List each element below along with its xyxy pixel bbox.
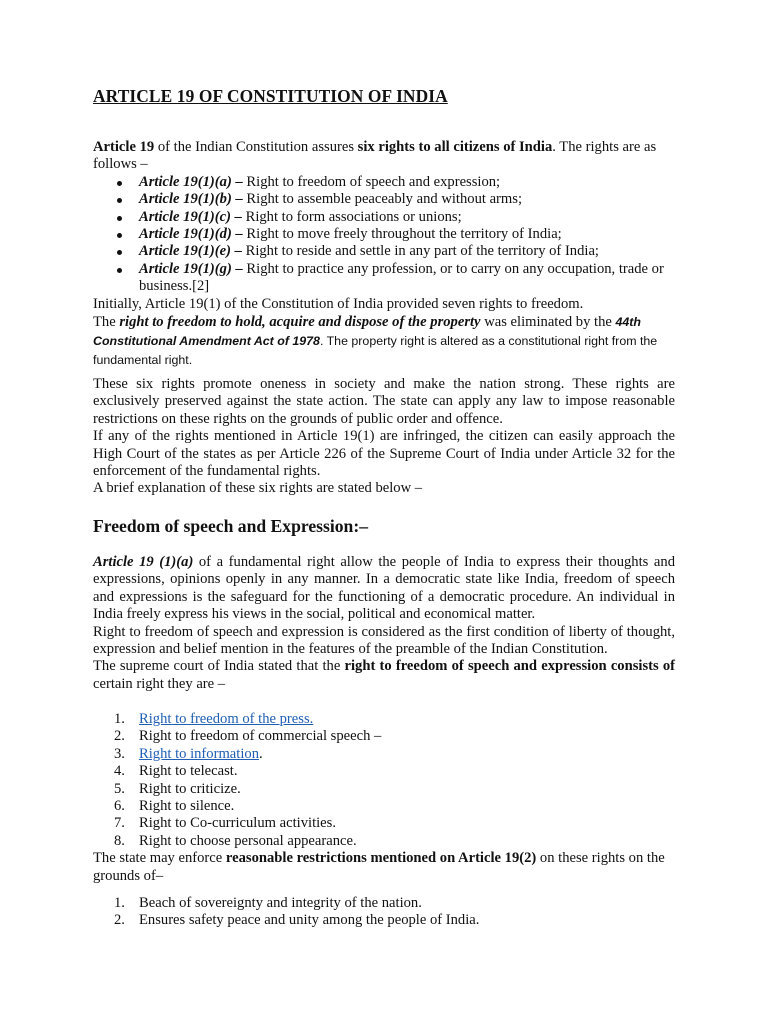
list-item: Article 19(1)(c) – Right to form associations or unions;	[93, 209, 675, 226]
list-item: 2. Ensures safety peace and unity among the people of India.	[114, 912, 480, 929]
infringement-paragraph: If any of the rights mentioned in Article 19(1) are infringed, the citizen can easily approach the High Court of the states as per Article 226 of the Supreme Court of India under Article 32 for the enforcement of the fundamental rights.	[93, 428, 675, 480]
rights-list	[93, 174, 675, 296]
grounds-list	[93, 895, 675, 930]
enforce-paragraph: The state may enforce reasonable restrictions mentioned on Article 19(2) on these rights on the grounds of–	[93, 850, 665, 884]
page-title: ARTICLE 19 OF CONSTITUTION OF INDIA	[93, 86, 448, 106]
right-to-information-link[interactable]: Right to information	[139, 745, 259, 762]
speech-section	[93, 515, 675, 537]
list-item: Article 19(1)(a) – Right to freedom of speech and expression;	[93, 174, 675, 191]
intro-block	[93, 139, 675, 370]
speech-block	[93, 554, 675, 693]
list-item: Article 19(1)(d) – Right to move freely throughout the territory of India;	[93, 226, 675, 243]
grounds-block	[93, 895, 675, 930]
property-paragraph: The right to freedom to hold, acquire and dispose of the property was eliminated by the 44th Constitutional Amendment Act of 1978. The property right is altered as a constitutional right from the fundamental right.	[93, 314, 658, 368]
list-item: 1. Beach of sovereignty and integrity of the nation.	[114, 895, 422, 911]
court-rights-list	[93, 711, 675, 850]
list-item: 8. Right to choose personal appearance.	[114, 832, 357, 849]
intro-paragraph: Article 19 of the Indian Constitution assures six rights to all citizens of India. The rights are as follows –	[93, 139, 657, 173]
liberty-paragraph: Right to freedom of speech and expression is considered as the first condition of liberty of thought, expression and belief mention in the features of the preamble of the Indian Constitution.	[93, 623, 675, 658]
speech-paragraph: Article 19 (1)(a) of a fundamental right allow the people of India to express their thoughts and expressions, opinions openly in any manner. In a democratic state like India, freedom of speech and expressions is the safeguard for the functioning of a democratic procedure. An individual in India freely express his views in the social, political and economical matter.	[93, 554, 675, 623]
body-block	[93, 376, 675, 498]
section-heading: Freedom of speech and Expression:–	[93, 516, 368, 536]
press-freedom-link[interactable]: Right to freedom of the press.	[139, 711, 314, 727]
oneness-paragraph: These six rights promote oneness in society and make the nation strong. These rights are exclusively preserved against the state action. The state can apply any law to impose reasonable restrictions on these rights on the grounds of public order and offence.	[93, 376, 675, 427]
list-item: Article 19(1)(e) – Right to reside and settle in any part of the territory of India;	[93, 243, 675, 260]
list-item: 7. Right to Co-curriculum activities.	[114, 815, 336, 832]
list-item: Article 19(1)(g) – Right to practice any profession, or to carry on any occupation, trade or business.[2]	[93, 261, 675, 296]
brief-explanation-paragraph: A brief explanation of these six rights are stated below –	[93, 480, 423, 497]
court-paragraph: The supreme court of India stated that the right to freedom of speech and expression consists of certain right they are –	[93, 658, 676, 692]
list-item: 4. Right to telecast.	[114, 763, 238, 780]
list-item: Article 19(1)(b) – Right to assemble peaceably and without arms;	[93, 191, 675, 208]
court-rights-block	[93, 711, 675, 885]
list-item: 5. Right to criticize.	[114, 780, 241, 797]
list-item: 1. Right to freedom of the press.	[114, 711, 314, 727]
initially-paragraph: Initially, Article 19(1) of the Constitution of India provided seven rights to freedom.	[93, 295, 584, 312]
list-item: 2. Right to freedom of commercial speech –	[114, 728, 382, 745]
list-item: 3. Right to information.	[114, 745, 263, 762]
list-item: 6. Right to silence.	[114, 798, 235, 815]
